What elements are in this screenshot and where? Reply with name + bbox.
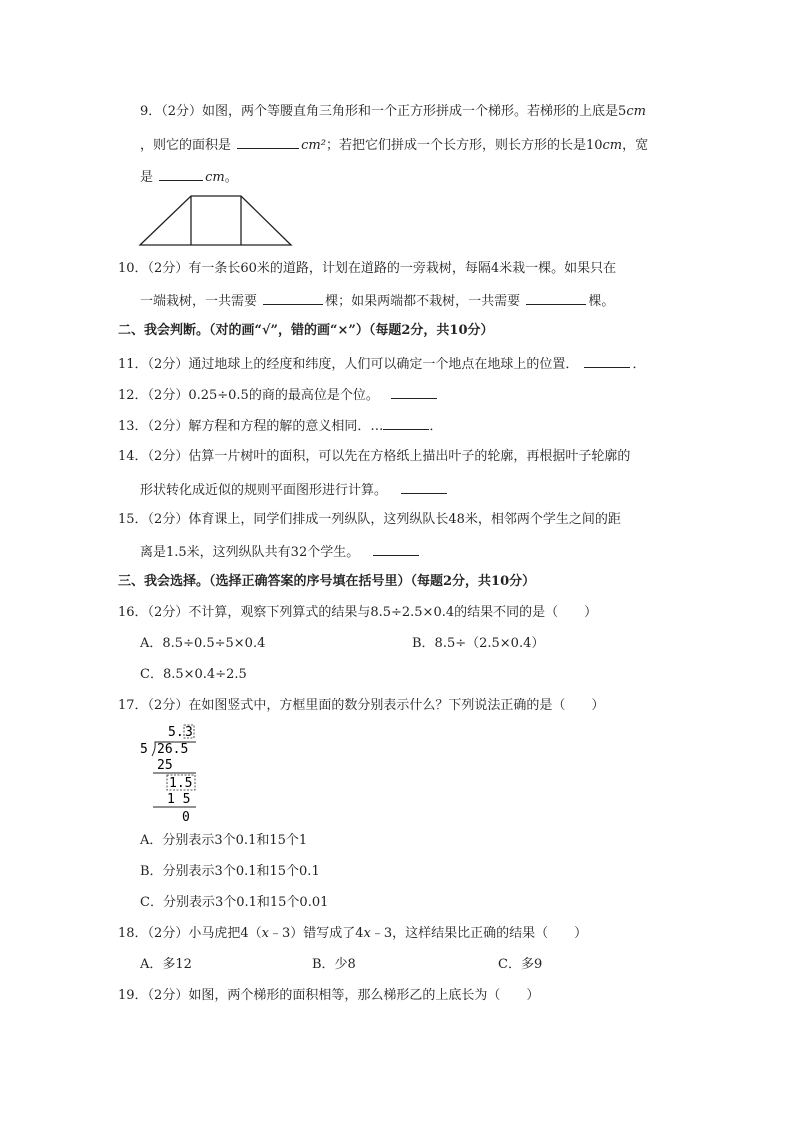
q9-area-blank[interactable] — [237, 135, 299, 149]
q9-width-blank[interactable] — [159, 167, 203, 181]
q9-line3 — [140, 167, 238, 187]
q10-line2 — [140, 291, 614, 311]
q10-text-2c: 棵。 — [588, 294, 615, 309]
q12-blank[interactable] — [391, 385, 437, 399]
q14-blank[interactable] — [401, 480, 447, 494]
q15-text-1: 15．（2分）体育课上，同学们排成一列纵队，这列纵队长48米，相邻两个学生之间的距 — [118, 512, 621, 527]
q18-option-b[interactable]: B．少8 — [312, 957, 356, 972]
q15-blank[interactable] — [373, 542, 419, 556]
q9-text-2b: ；若把它们拼成一个长方形，则长方形的长是10 — [325, 138, 603, 153]
q18-var-2: x — [363, 926, 371, 941]
q19: 19．（2分）如图，两个梯形的面积相等，那么梯形乙的上底长为（ ） — [118, 988, 540, 1003]
q13-blank[interactable] — [383, 416, 429, 430]
long-division-figure — [138, 722, 202, 824]
trapezoid-figure — [136, 193, 296, 249]
q10-blank-2[interactable] — [526, 291, 586, 305]
q16: 16．（2分）不计算，观察下列算式的结果与8.5÷2.5×0.4的结果不同的是（ ） — [118, 605, 598, 620]
remainder-box-value: 1.5 — [169, 776, 193, 791]
product-1: 25 — [157, 758, 173, 773]
q9-unit-cm: cm — [626, 104, 646, 119]
q9-text-2a: ，则它的面积是 — [140, 138, 232, 153]
q13 — [118, 416, 442, 436]
q9-text-3a: 是 — [140, 170, 154, 185]
q11 — [118, 354, 645, 374]
q11-end: ． — [632, 357, 646, 372]
q9-line1 — [140, 103, 646, 121]
section3-title: 三、我会选择。（选择正确答案的序号填在括号里）（每题2分，共10分） — [118, 574, 536, 589]
quotient-box-digit: 3 — [185, 725, 193, 740]
q16-option-b[interactable]: B．8.5÷（2.5×0.4） — [412, 636, 545, 651]
q12 — [118, 385, 437, 405]
q13-text: 13．（2分）解方程和方程的解的意义相同．… — [118, 419, 384, 434]
q10-text-2a: 一端栽树，一共需要 — [140, 294, 258, 309]
q18-option-c[interactable]: C．多9 — [498, 957, 543, 972]
q10-text-1: 10．（2分）有一条长60米的道路，计划在道路的一旁栽树，每隔4米栽一棵。如果只在 — [118, 261, 617, 276]
q14-text-2: 形状转化成近似的规则平面图形进行计算。 — [140, 483, 388, 498]
q14-line2 — [140, 480, 447, 500]
q13-end: ． — [429, 419, 443, 434]
dividend: 26.5 — [157, 742, 189, 757]
q14-line1 — [118, 448, 630, 466]
q15-line1 — [118, 511, 621, 529]
q9-unit-cm2: cm² — [301, 138, 326, 153]
q18-text-a: 18．（2分）小马虎把4（ — [118, 926, 262, 941]
q17: 17．（2分）在如图竖式中，方框里面的数分别表示什么？下列说法正确的是（ ） — [118, 698, 605, 713]
section2-title: 二、我会判断。（对的画“√”，错的画“×”）（每题2分，共10分） — [118, 323, 494, 338]
q15-line2 — [140, 542, 419, 562]
q12-text: 12．（2分）0.25÷0.5的商的最高位是个位。 — [118, 388, 379, 403]
q9-unit-cm-2: cm — [602, 138, 623, 153]
q15-text-2: 离是1.5米，这列纵队共有32个学生。 — [140, 545, 360, 560]
q17-option-a[interactable]: A．分别表示3个0.1和15个1 — [140, 833, 308, 848]
q10-line1 — [118, 260, 616, 278]
q18-var-1: x — [261, 926, 269, 941]
q9-text-2c: ，宽 — [622, 138, 649, 153]
q9-text-1: 9．（2分）如图，两个等腰直角三角形和一个正方形拼成一个梯形。若梯形的上底是5 — [140, 104, 627, 119]
q10-text-2b: 棵；如果两端都不栽树，一共需要 — [325, 294, 521, 309]
q9-unit-cm-3: cm — [205, 170, 225, 185]
q18 — [118, 925, 587, 943]
q9-text-3end: 。 — [224, 170, 238, 185]
q16-option-a[interactable]: A．8.5÷0.5÷5×0.4 — [140, 636, 266, 651]
q18-text-b: ﹣3）错写成了4 — [268, 926, 364, 941]
q9-line2 — [140, 135, 648, 155]
q18-option-a[interactable]: A．多12 — [140, 957, 192, 972]
q16-option-c[interactable]: C．8.5×0.4÷2.5 — [140, 667, 247, 682]
q17-option-c[interactable]: C．分别表示3个0.1和15个0.01 — [140, 895, 329, 910]
q18-text-c: ﹣3，这样结果比正确的结果（ ） — [370, 926, 588, 941]
q14-text-1: 14．（2分）估算一片树叶的面积，可以先在方格纸上描出叶子的轮廓，再根据叶子轮廓的 — [118, 449, 631, 464]
product-2: 1 5 — [167, 792, 191, 807]
q10-blank-1[interactable] — [263, 291, 323, 305]
q17-option-b[interactable]: B．分别表示3个0.1和15个0.1 — [140, 864, 320, 879]
q11-text: 11．（2分）通过地球上的经度和纬度，人们可以确定一个地点在地球上的位置． — [118, 357, 579, 372]
divisor: 5 — [140, 742, 148, 757]
quotient-int: 5. — [168, 725, 184, 740]
q11-blank[interactable] — [584, 354, 630, 368]
final-remainder: 0 — [182, 810, 190, 824]
